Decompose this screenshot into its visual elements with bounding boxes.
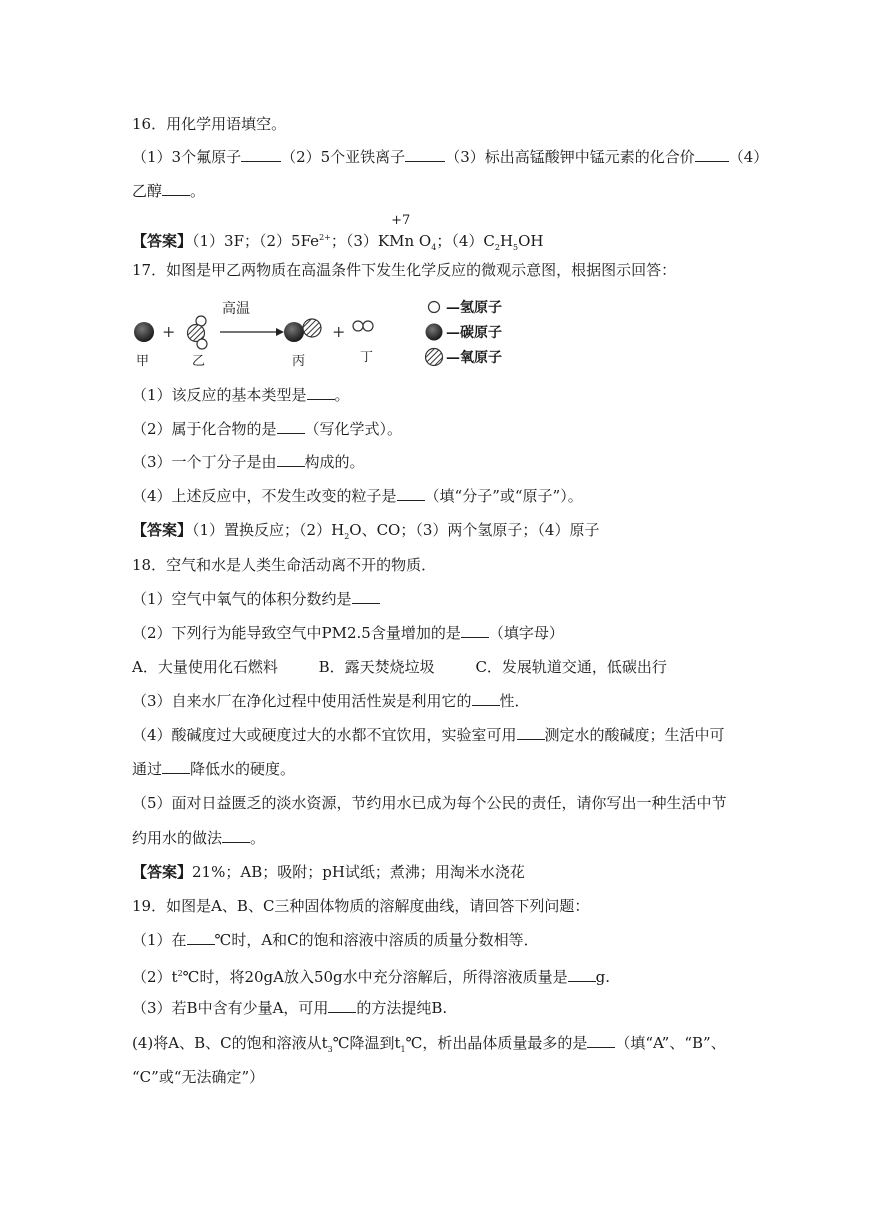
q19-sub3 (132, 998, 447, 1018)
q16-ans-c: O (414, 232, 432, 250)
carbon-atom (134, 322, 154, 342)
q17-q3-text: （3）一个丁分子是由 (132, 453, 277, 471)
answer-blank[interactable] (277, 419, 305, 434)
q16-part5: 乙醇 (132, 182, 163, 200)
q18-sub4a (132, 725, 725, 745)
q18-ans-text: 21%；AB；吸附；pH试纸；煮沸；用淘米水浇花 (192, 863, 525, 881)
option-b: B．露天焚烧垃圾 (318, 658, 435, 676)
q18-sub2 (132, 623, 564, 643)
q17-sub2 (132, 419, 402, 439)
q19-title: 19．如图是A、B、C三种固体物质的溶解度曲线，请回答下列问题： (132, 897, 590, 915)
legend-carbon-icon (426, 324, 443, 341)
q18-q3-text: （3）自来水厂在净化过程中使用活性炭是利用它的 (132, 692, 472, 710)
q19-q4-a: (4)将A、B、C的饱和溶液从t (132, 1034, 328, 1052)
punct: 。 (250, 829, 266, 847)
answer-blank[interactable] (695, 147, 729, 162)
q18-q4a-end: 测定水的酸碱度；生活中可 (544, 726, 725, 744)
answer-blank[interactable] (517, 725, 545, 740)
q17-q2-text: （2）属于化合物的是 (132, 420, 277, 438)
answer-blank[interactable] (587, 1033, 615, 1048)
legend-oxygen-icon (426, 349, 443, 366)
q17-q2-end: （写化学式）。 (304, 420, 403, 438)
answer-blank[interactable] (461, 623, 489, 638)
oxygen-atom (303, 319, 321, 337)
q17-sub3 (132, 452, 365, 472)
q19-q2-end: g. (595, 968, 611, 986)
q18-sub5a: （5）面对日益匮乏的淡水资源，节约用水已成为每个公民的责任，请你写出一种生活中节 (132, 794, 727, 812)
reaction-diagram (132, 294, 562, 370)
q16-part2: （2）5个亚铁离子 (281, 148, 406, 166)
q18-q3-end: 性． (499, 692, 530, 710)
hydrogen-atom (197, 339, 207, 349)
sub: 3 (327, 1045, 333, 1054)
q16-ans-b: ；（3）K (330, 232, 390, 250)
answer-blank[interactable] (162, 759, 190, 774)
q17-ans-a: （1）置换反应；（2）H (192, 521, 345, 539)
answer-blank[interactable] (222, 828, 250, 843)
q19-sub4-cont: “C”或“无法确定”） (132, 1068, 265, 1086)
q16-ans-sup: 2+ (319, 233, 331, 242)
q16-part4: （4） (728, 148, 769, 166)
answer-blank[interactable] (472, 691, 500, 706)
answer-blank[interactable] (187, 930, 215, 945)
q17-ans-b: O、CO；（3）两个氢原子；（4）原子 (349, 521, 600, 539)
answer-blank[interactable] (352, 589, 380, 604)
q19-q4-end: （填“A”、“B”、 (615, 1034, 726, 1052)
mn-with-valence (389, 213, 415, 251)
q18-q4b-end: 降低水的硬度。 (190, 760, 296, 778)
q19-q2-b: ℃时，将20gA放入50g水中充分溶解后，所得溶液质量是 (182, 968, 568, 986)
q16-ans-a: （1）3F；（2）5Fe (192, 232, 320, 250)
answer-blank[interactable] (277, 452, 305, 467)
q16-ans-e: H (499, 232, 514, 250)
arrow-label: 高温 (222, 301, 250, 317)
q19-q4-b: ℃降温到t (332, 1034, 401, 1052)
answer-blank[interactable] (162, 181, 190, 196)
answer-blank[interactable] (568, 967, 596, 982)
legend-hydrogen-icon (429, 302, 440, 313)
q16-ans-f: OH (518, 232, 544, 250)
q19-q3-end: 的方法提纯B. (356, 999, 448, 1017)
q18-sub3 (132, 691, 530, 711)
q17-q4-end: （填“分子”或“原子”）。 (424, 487, 583, 505)
plus-sign: + (162, 322, 176, 341)
answer-label: 【答案】 (132, 521, 193, 539)
q18-answer (132, 862, 525, 882)
sub: 2 (494, 243, 500, 252)
label-yi: 乙 (192, 354, 206, 369)
hydrogen-atom (353, 321, 363, 331)
q18-q1-text: （1）空气中氧气的体积分数约是 (132, 590, 352, 608)
legend-carbon: —碳原子 (446, 325, 502, 341)
q16-part3: （3）标出高锰酸钾中锰元素的化合价 (445, 148, 695, 166)
q18-sub4b (132, 759, 295, 779)
answer-label: 【答案】 (132, 232, 193, 250)
q17-sub1 (132, 385, 350, 405)
option-a: A．大量使用化石燃料 (132, 658, 278, 676)
label-bing: 丙 (292, 354, 306, 369)
q19-q1-text: （1）在 (132, 931, 187, 949)
arrow-head (276, 328, 284, 336)
q19-q3-text: （3）若B中含有少量A，可用 (132, 999, 329, 1017)
q19-sub4 (132, 1033, 726, 1060)
punct: 。 (334, 386, 350, 404)
sub: 2 (344, 532, 350, 541)
answer-blank[interactable] (405, 147, 445, 162)
carbon-atom (284, 322, 304, 342)
q19-q4-c: ℃，析出晶体质量最多的是 (405, 1034, 588, 1052)
label-ding: 丁 (360, 350, 374, 365)
sup: 2 (177, 969, 183, 978)
q16-part1: （1）3个氟原子 (132, 148, 242, 166)
plus-sign: + (332, 322, 346, 341)
sub: 1 (400, 1045, 406, 1054)
sub: 4 (431, 243, 437, 252)
q17-q1-text: （1）该反应的基本类型是 (132, 386, 307, 404)
q17-answer (132, 520, 599, 547)
q19-sub2 (132, 964, 610, 987)
q18-q2-end: （填字母） (488, 624, 564, 642)
q18-q2-text: （2）下列行为能导致空气中PM2.5含量增加的是 (132, 624, 461, 642)
q16-title: 16．用化学用语填空。 (132, 115, 287, 133)
option-c: C．发展轨道交通，低碳出行 (475, 658, 667, 676)
valence-mark: +7 (391, 213, 411, 228)
q17-title: 17．如图是甲乙两物质在高温条件下发生化学反应的微观示意图，根据图示回答： (132, 261, 677, 279)
q18-q4a-text: （4）酸碱度过大或硬度过大的水都不宜饮用，实验室可用 (132, 726, 517, 744)
punct: 。 (190, 182, 206, 200)
q17-q4-text: （4）上述反应中，不发生改变的粒子是 (132, 487, 397, 505)
answer-blank[interactable] (241, 147, 281, 162)
legend-hydrogen: —氢原子 (446, 300, 502, 316)
q18-q5b-text: 约用水的做法 (132, 829, 223, 847)
q17-q3-end: 构成的。 (304, 453, 365, 471)
q19-q2-a: （2）t (132, 968, 178, 986)
q16-answer (132, 213, 544, 258)
q18-title: 18．空气和水是人类生命活动离不开的物质． (132, 556, 437, 574)
answer-blank[interactable] (397, 486, 425, 501)
q19-sub1 (132, 930, 539, 950)
q19-q1-end: ℃时，A和C的饱和溶液中溶质的质量分数相等． (214, 931, 539, 949)
q18-q4b-text: 通过 (132, 760, 163, 778)
q18-options (132, 657, 667, 677)
answer-blank[interactable] (328, 998, 356, 1013)
q18-sub5b (132, 828, 265, 848)
q16-ans-d: ；（4）C (436, 232, 495, 250)
answer-label: 【答案】 (132, 863, 193, 881)
mn-symbol: Mn (389, 232, 415, 250)
q16-line2 (132, 181, 205, 201)
label-jia: 甲 (136, 354, 150, 369)
hydrogen-atom (363, 321, 373, 331)
q17-sub4 (132, 486, 583, 506)
legend-oxygen: —氧原子 (446, 350, 502, 366)
answer-blank[interactable] (307, 385, 335, 400)
sub: 5 (513, 243, 519, 252)
q16-line1 (132, 147, 768, 167)
q18-sub1 (132, 589, 380, 609)
